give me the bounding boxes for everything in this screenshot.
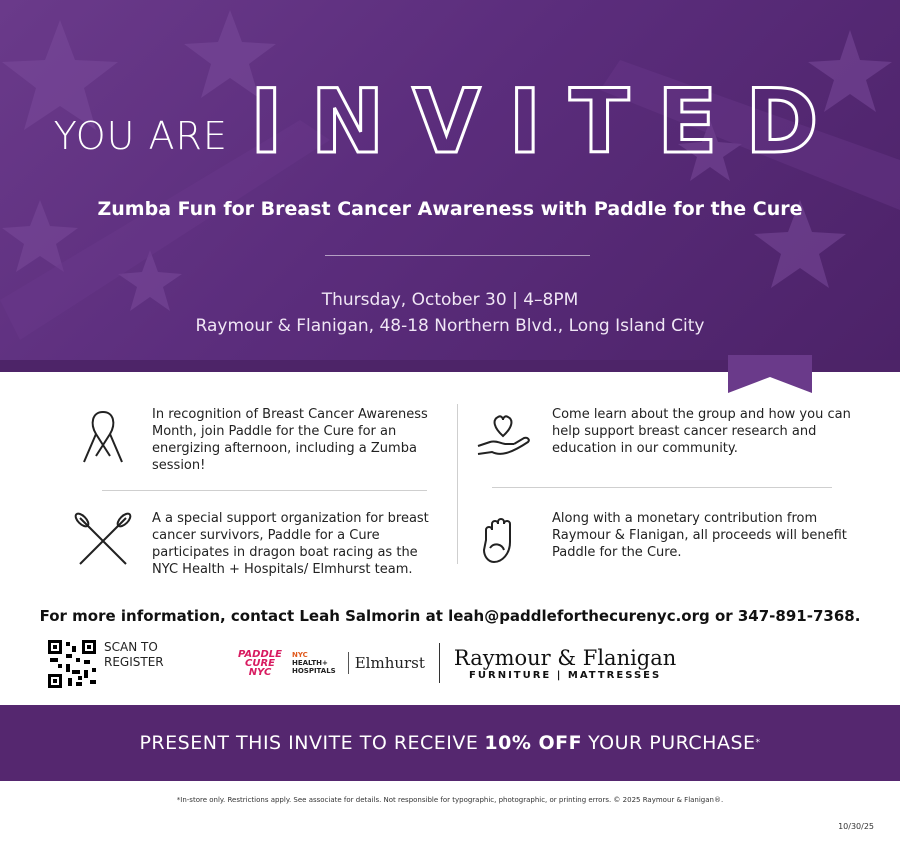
qr-code[interactable] bbox=[48, 640, 96, 688]
info-text-team: A a special support organization for breast cancer survivors, Paddle for a Cure participates in dragon boat racing as the NYC Health + Hospitals/ Elmhurst team. bbox=[152, 511, 429, 577]
event-title: Zumba Fun for Breast Cancer Awareness with Paddle for the Cure bbox=[97, 198, 803, 220]
info-item-awareness bbox=[72, 406, 432, 474]
contact-info: For more information, contact Leah Salmorin at leah@paddleforthecurenyc.org or 347-891-7368. bbox=[39, 607, 861, 625]
scan-to-register bbox=[104, 640, 164, 670]
scan-line2: REGISTER bbox=[104, 655, 164, 669]
paddle-logo-line1: PADDLE bbox=[238, 648, 282, 660]
crossed-paddles-icon bbox=[72, 510, 134, 572]
nyc-logo-label: NYC bbox=[291, 651, 308, 659]
rf-tagline: FURNITURE | MATTRESSES bbox=[469, 669, 662, 681]
promo-asterisk: * bbox=[755, 738, 761, 748]
awareness-ribbon-icon bbox=[72, 406, 134, 468]
fine-print: *In-store only. Restrictions apply. See associate for details. Not responsible for typographic, photographic, or printing errors. © 2025 Raymour & Flanigan®. bbox=[176, 796, 724, 804]
info-text-awareness: In recognition of Breast Cancer Awareness Month, join Paddle for the Cure for an energizing afternoon, including a Zumba session! bbox=[152, 407, 428, 473]
divider-left bbox=[102, 490, 427, 491]
fist-icon bbox=[472, 510, 534, 572]
info-section bbox=[72, 398, 852, 598]
paddle-logo-line2: CURE bbox=[244, 657, 275, 669]
logo-separator-small bbox=[348, 652, 349, 674]
star-background bbox=[0, 0, 900, 370]
rf-name: Raymour & Flanigan bbox=[453, 645, 677, 670]
raymour-flanigan-logo bbox=[454, 646, 676, 681]
info-text-community: Come learn about the group and how you can help support breast cancer research and education in our community. bbox=[552, 407, 851, 456]
divider-right bbox=[492, 487, 832, 488]
sponsor-logos bbox=[238, 640, 676, 686]
info-item-proceeds bbox=[472, 510, 852, 572]
promo-text-after: YOUR PURCHASE bbox=[588, 732, 756, 754]
nyc-logo-line2: HEALTH+ bbox=[291, 659, 328, 667]
logo-separator-large bbox=[439, 643, 440, 683]
paddle-logo-line3: NYC bbox=[248, 666, 272, 678]
promo-text-before: PRESENT THIS INVITE TO RECEIVE bbox=[139, 732, 479, 754]
info-text-proceeds: Along with a monetary contribution from Raymour & Flanigan, all proceeds will benefit Paddle for the Cure. bbox=[552, 511, 847, 560]
info-item-team bbox=[72, 510, 432, 578]
invited-text: INVITED bbox=[249, 70, 847, 173]
ribbon-badge-icon bbox=[728, 355, 812, 395]
nyc-health-hospitals-logo bbox=[292, 651, 336, 675]
hero-divider bbox=[325, 255, 590, 256]
hero-banner bbox=[0, 0, 900, 370]
heart-in-hand-icon bbox=[472, 406, 534, 468]
info-item-community bbox=[472, 406, 852, 468]
event-address: Raymour & Flanigan, 48-18 Northern Blvd., Long Island City bbox=[195, 316, 705, 336]
scan-line1: SCAN TO bbox=[104, 640, 158, 654]
divider-vertical bbox=[457, 404, 458, 564]
print-date-code: 10/30/25 bbox=[838, 822, 874, 831]
headline bbox=[0, 70, 900, 173]
you-are-text: YOU ARE bbox=[53, 114, 228, 158]
nyc-logo-line3: HOSPITALS bbox=[291, 667, 336, 675]
paddle-for-the-cure-logo bbox=[238, 650, 282, 677]
promo-banner bbox=[0, 705, 900, 781]
promo-discount: 10% OFF bbox=[484, 732, 583, 754]
elmhurst-logo: Elmhurst bbox=[354, 654, 425, 672]
event-date: Thursday, October 30 | 4–8PM bbox=[321, 290, 579, 310]
